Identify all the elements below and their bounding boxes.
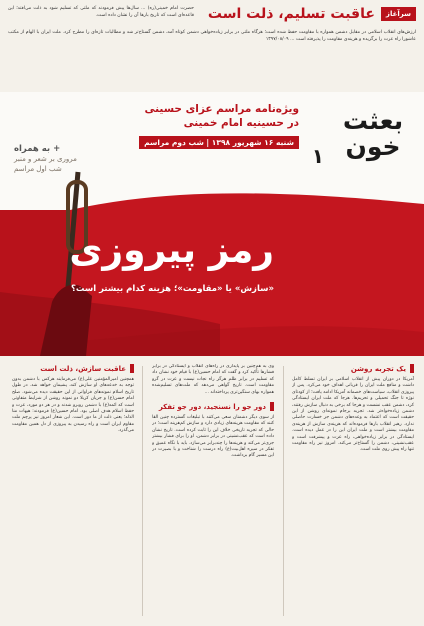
hero-date-badge: شنبه ۱۶ شهریور ۱۳۹۸ | شب دوم مراسم	[139, 136, 299, 149]
main-subheadline: «سازش» یا «مقاومت»؛ هزینه کدام بیشتر است؟	[70, 284, 274, 294]
hero-subtitle-line-2: در حسینیه امام خمینی	[183, 117, 299, 129]
editorial-text-short: حضرت امام خمینی(ره) ... سال‌ها پیش فرمودند که ملتی که تسلیم شود به ذلت می‌افتد؛ این قاعده‌ای است که تاریخ بارها آن را نشان داده است.	[8, 6, 194, 18]
article-column-3	[12, 364, 134, 620]
editorial-title: عاقبت تسلیم، ذلت است	[207, 6, 375, 22]
column-1-title: یک تجربه روشن	[350, 364, 406, 373]
editorial-header	[208, 6, 416, 22]
hero-subtitle-block	[139, 102, 299, 149]
heading-marker	[270, 402, 274, 411]
article-column-1	[292, 364, 414, 620]
column-3-header	[12, 364, 134, 373]
section-tag: سرآغاز	[381, 7, 416, 21]
editorial-strip	[0, 0, 424, 92]
heading-marker	[410, 364, 414, 373]
column-2-header	[152, 402, 274, 411]
column-2-text-top: وی به هم‌چنین بر پایداری در راه‌های انقلاب و ایستادگی در برابر فشارها تأکید کرد و گفت که امام حسین(ع) با قیام خود نشان داد که تسلیم در برابر ظلم هرگز راه نجات نیست و عزت در گرو مقاومت است. تاریخ گواهی می‌دهد که ملت‌های تسلیم‌شده همواره بهای سنگین‌تری پرداخته‌اند ...	[152, 364, 274, 395]
main-headline: رمز پیروزی	[69, 230, 274, 271]
issue-number: ۱	[311, 144, 324, 168]
article-columns	[0, 356, 424, 626]
column-2-title: دور جو را نسنجید، دور جو تفکر	[158, 402, 266, 411]
column-divider	[142, 366, 143, 616]
logo-line-2: خون	[345, 132, 401, 161]
masthead-logo	[334, 108, 412, 160]
supplement-box	[14, 144, 104, 174]
article-column-2	[152, 364, 274, 620]
column-divider	[283, 366, 284, 616]
column-3-title: عاقبت سازش، ذلت است	[40, 364, 126, 373]
supplement-item-2: شب اول مراسم	[14, 165, 62, 173]
column-1-header	[292, 364, 414, 373]
column-2-text-bottom: از سوی دیگر دشمنان سعی می‌کنند با تبلیغات گسترده چنین القا کنند که مقاومت هزینه‌های زیادی دارد و سازش کم‌هزینه است؛ در حالی که تجربه تاریخی خلاف این را ثابت کرده است. تاریخ نشان داده است که عقب‌نشینی در برابر دشمن، او را برای فشار بیشتر جری‌تر می‌کند و هزینه‌ها را چندبرابر می‌سازد. باید با نگاه عمیق و تفکر در سیره اهل‌بیت(ع) راه درست را شناخت و با بصیرت در این مسیر گام برداشت.	[152, 415, 274, 459]
hero-subtitle-line-1: ویژه‌نامه مراسم عزای حسینی	[144, 103, 299, 115]
logo-line-1: بعثت	[342, 106, 404, 135]
hero-section	[0, 92, 424, 356]
editorial-text-long: ارزش‌های انقلاب اسلامی در مقابل دشمن همواره با مقاومت حفظ شده است؛ هرگاه ملتی در برابر زیاده‌خواهی دشمن کوتاه آمد، دشمن گستاخ‌تر شد و مطالبات تازه‌ای را مطرح کرد. ملت ایران با الهام از مکتب عاشورا راه عزت را برگزیده و هزینه‌ی مقاومت را پذیرفته است ... ۱۳۹۷/۰۸/۰۹	[8, 30, 416, 42]
column-3-text: همچنین امیرالمؤمنین علی(ع) می‌فرمایند هرکس با دشمن بدون توجه به خدعه‌های او سازش کند، پشیمان خواهد شد. در طول تاریخ اسلام نمونه‌های فراوانی از این حقیقت دیده می‌شود. صلح امام حسن(ع) و جریان کربلا دو نمونه روشن از شرایط متفاوتی است که ائمه(ع) با دشمن روبرو شدند و در هر دو مورد، عزت و حفظ اسلام هدف اصلی بود. امام حسین(ع) فرمودند: هیهات منا الذله؛ یعنی ذلت از ما دور است. این شعار امروز نیز پرچم ملت مقاوم ایران است و راه رسیدن به پیروزی از دل همین مقاومت می‌گذرد.	[12, 377, 134, 434]
supplement-title: + به همراه	[14, 144, 61, 154]
supplement-item-1: مروری بر شعر و منبر	[14, 155, 77, 163]
heading-marker	[130, 364, 134, 373]
column-1-text: آمریکا در دوران پیش از انقلاب اسلامی بر ایران تسلط کامل داشت و منافع ملت ایران را قربانی اهداف خود می‌کرد. پس از پیروزی انقلاب، سیاست‌های خصمانه آمریکا ادامه یافت؛ از کودتای نوژه تا جنگ تحمیلی و تحریم‌ها. هرجا که ملت ایران ایستادگی کرد، دشمن عقب نشست و هرجا که برخی به دنبال سازش رفتند، دشمن زیاده‌خواه‌تر شد. تجربه برجام نمونه‌ای روشن از این حقیقت است که اعتماد به وعده‌های دشمن جز خسارت حاصلی ندارد. رهبر انقلاب بارها فرموده‌اند که هزینه‌ی سازش از هزینه‌ی مقاومت بیشتر است و ملت ایران این را در عمل دیده است. ایستادگی در برابر زیاده‌خواهی، راه عزت و پیشرفت است و عقب‌نشینی، دشمن را گستاخ‌تر می‌کند. امروز نیز راه مقاومت تنها راه پیش روی ملت است.	[292, 377, 414, 453]
